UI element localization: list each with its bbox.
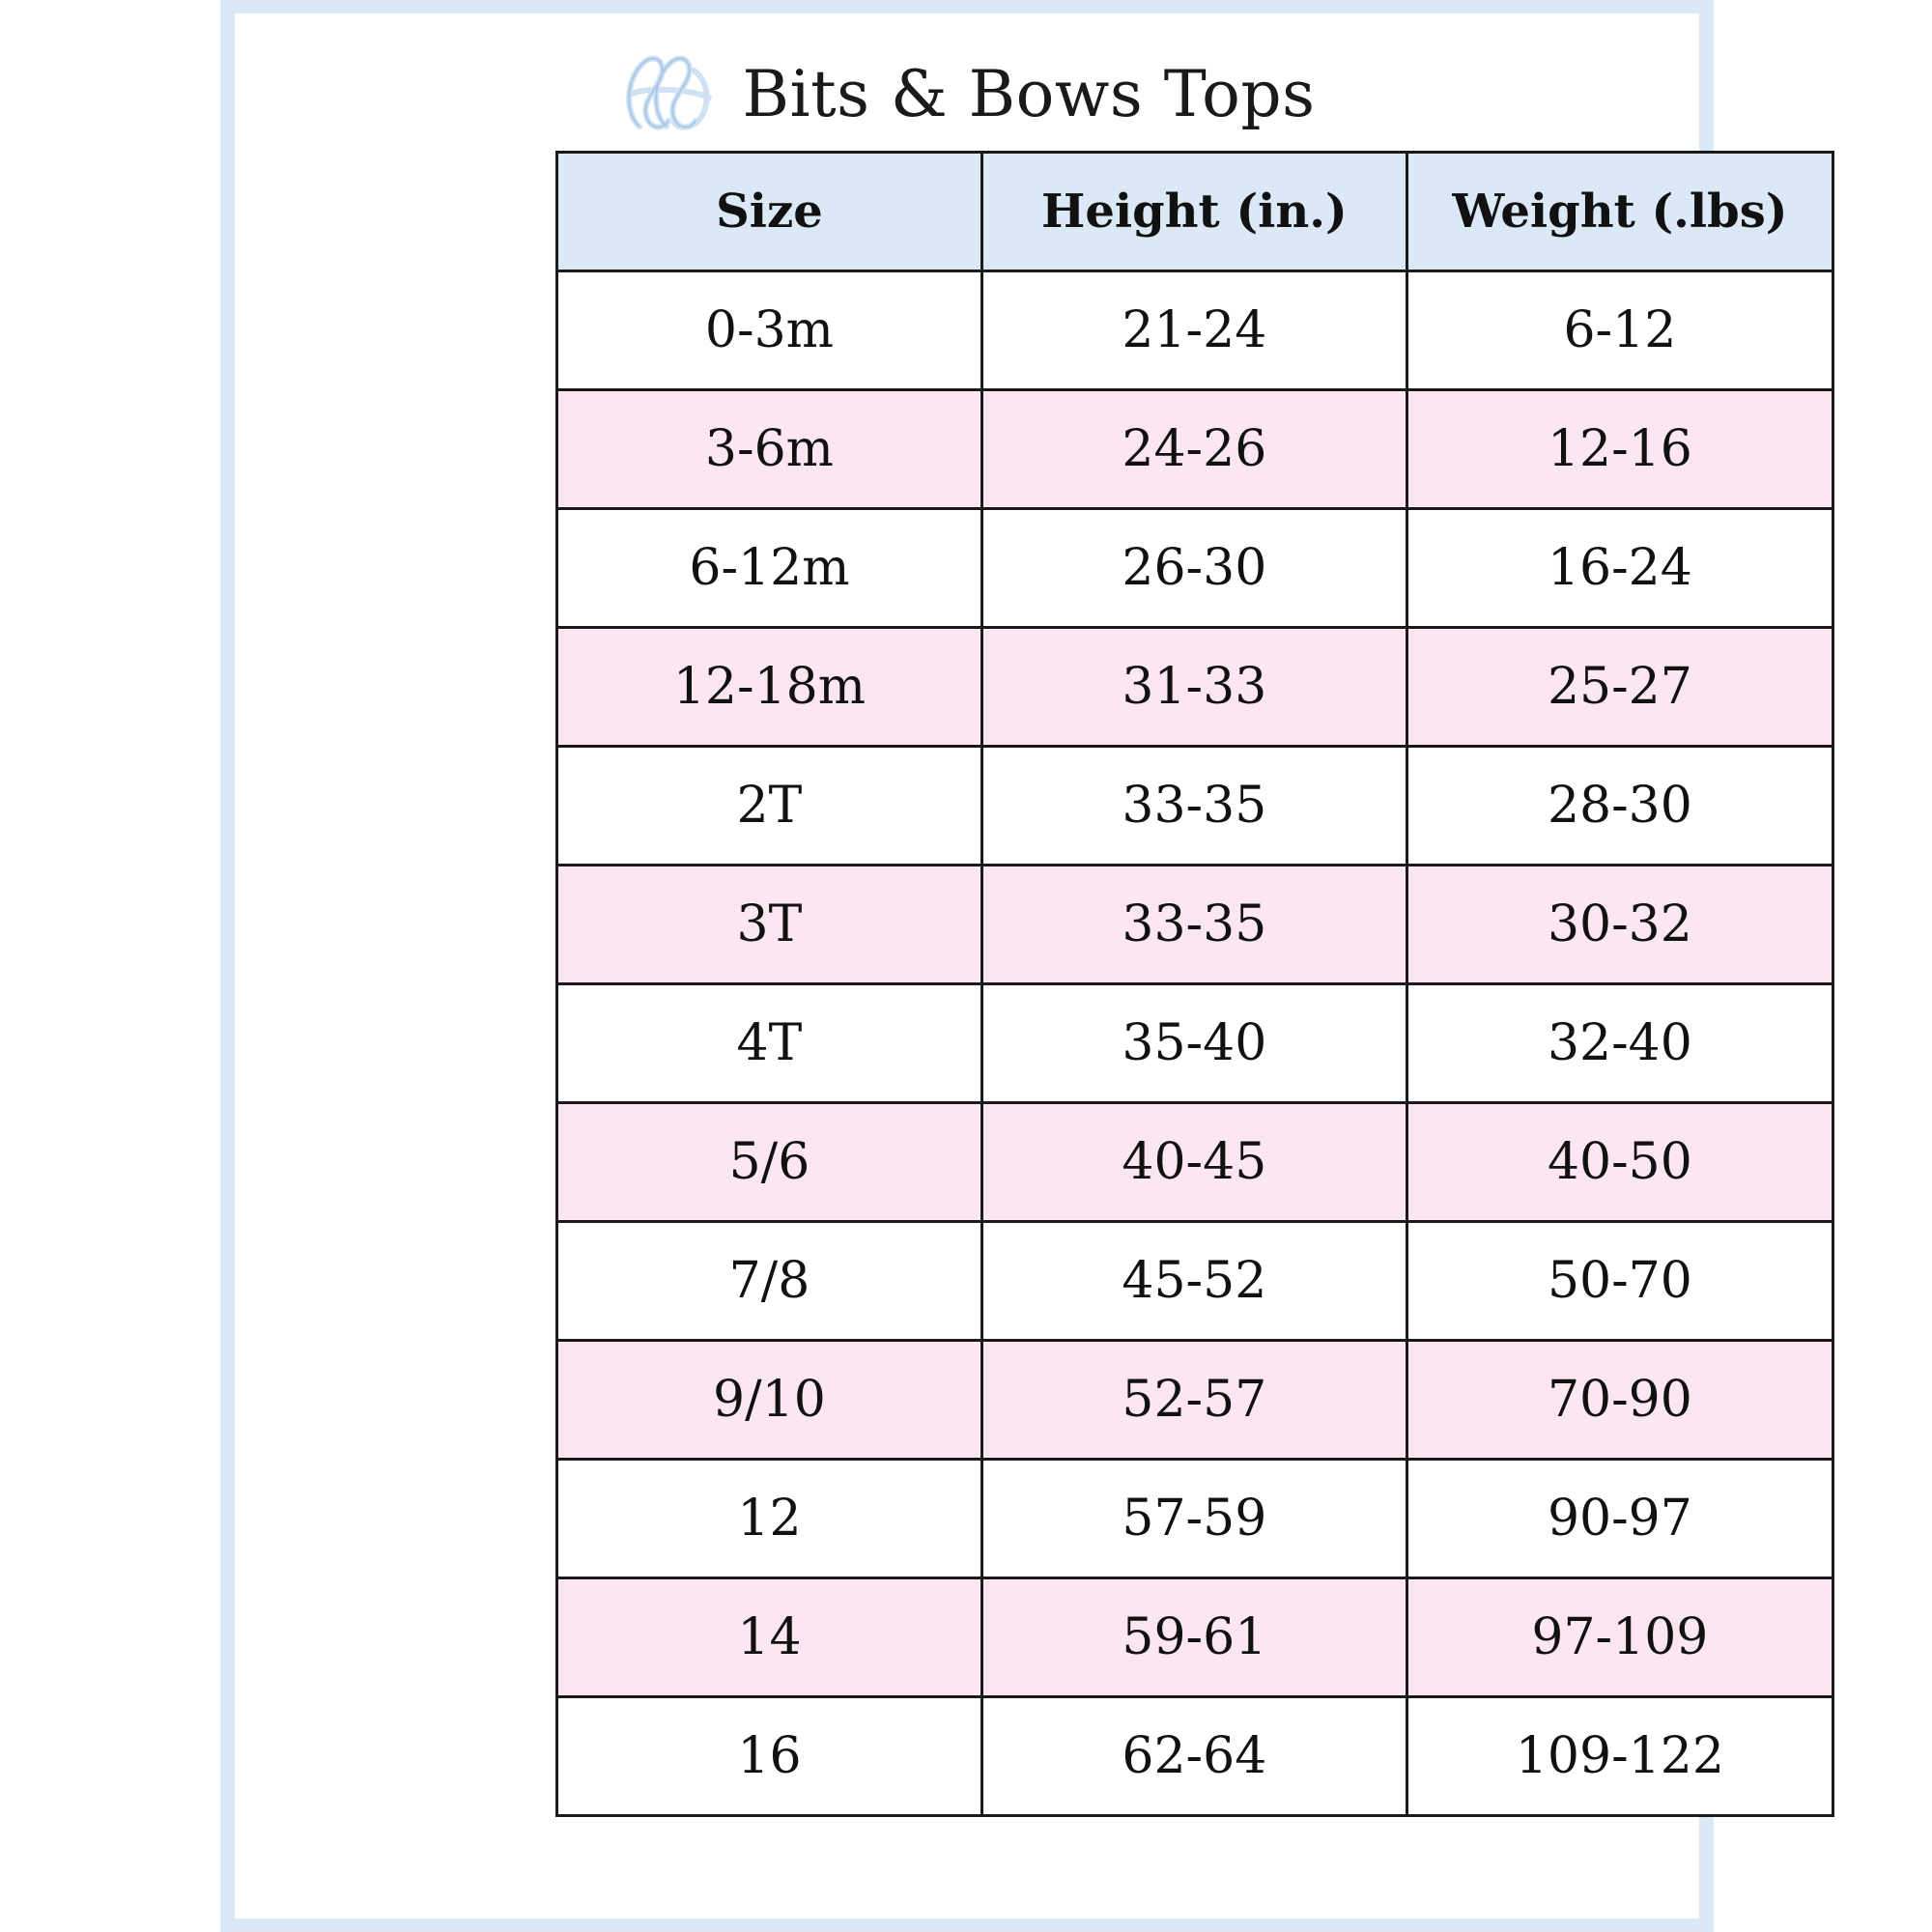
cell-weight: 32-40 bbox=[1406, 984, 1833, 1103]
cell-weight: 12-16 bbox=[1406, 390, 1833, 509]
cell-size: 16 bbox=[557, 1697, 982, 1816]
cell-height: 57-59 bbox=[981, 1460, 1406, 1578]
cell-height: 62-64 bbox=[981, 1697, 1406, 1816]
cell-height: 40-45 bbox=[981, 1103, 1406, 1222]
cell-size: 6-12m bbox=[557, 509, 982, 628]
cell-height: 21-24 bbox=[981, 271, 1406, 390]
cell-height: 59-61 bbox=[981, 1578, 1406, 1697]
cell-size: 12 bbox=[557, 1460, 982, 1578]
cell-weight: 6-12 bbox=[1406, 271, 1833, 390]
cell-weight: 109-122 bbox=[1406, 1697, 1833, 1816]
cell-size: 3T bbox=[557, 866, 982, 984]
cell-height: 24-26 bbox=[981, 390, 1406, 509]
table-row bbox=[557, 628, 1833, 747]
table-row bbox=[557, 390, 1833, 509]
cell-height: 52-57 bbox=[981, 1341, 1406, 1460]
table-row bbox=[557, 1460, 1833, 1578]
cell-height: 35-40 bbox=[981, 984, 1406, 1103]
table-row bbox=[557, 747, 1833, 866]
cell-height: 45-52 bbox=[981, 1222, 1406, 1341]
column-header-size: Size bbox=[557, 153, 982, 271]
cell-height: 33-35 bbox=[981, 866, 1406, 984]
cell-weight: 97-109 bbox=[1406, 1578, 1833, 1697]
cell-size: 0-3m bbox=[557, 271, 982, 390]
column-header-height: Height (in.) bbox=[981, 153, 1406, 271]
cell-weight: 90-97 bbox=[1406, 1460, 1833, 1578]
cell-size: 5/6 bbox=[557, 1103, 982, 1222]
table-row bbox=[557, 271, 1833, 390]
cell-weight: 16-24 bbox=[1406, 509, 1833, 628]
cell-height: 33-35 bbox=[981, 747, 1406, 866]
table-row bbox=[557, 1578, 1833, 1697]
cell-weight: 28-30 bbox=[1406, 747, 1833, 866]
cell-size: 2T bbox=[557, 747, 982, 866]
cell-size: 3-6m bbox=[557, 390, 982, 509]
table-row bbox=[557, 1222, 1833, 1341]
cell-size: 7/8 bbox=[557, 1222, 982, 1341]
bow-monogram-logo-icon bbox=[618, 49, 719, 138]
title-row bbox=[235, 41, 1699, 147]
column-header-weight: Weight (.lbs) bbox=[1406, 153, 1833, 271]
cell-height: 31-33 bbox=[981, 628, 1406, 747]
cell-weight: 70-90 bbox=[1406, 1341, 1833, 1460]
cell-size: 12-18m bbox=[557, 628, 982, 747]
table-row bbox=[557, 1103, 1833, 1222]
table-row bbox=[557, 984, 1833, 1103]
cell-height: 26-30 bbox=[981, 509, 1406, 628]
page-title: Bits & Bows Tops bbox=[742, 56, 1316, 131]
table-row bbox=[557, 866, 1833, 984]
table-row bbox=[557, 509, 1833, 628]
table-row bbox=[557, 1341, 1833, 1460]
table-row bbox=[557, 1697, 1833, 1816]
size-chart-table bbox=[555, 151, 1834, 1817]
cell-size: 9/10 bbox=[557, 1341, 982, 1460]
table-header-row bbox=[557, 153, 1833, 271]
cell-size: 14 bbox=[557, 1578, 982, 1697]
cell-size: 4T bbox=[557, 984, 982, 1103]
cell-weight: 30-32 bbox=[1406, 866, 1833, 984]
size-chart-frame bbox=[220, 0, 1788, 1932]
cell-weight: 25-27 bbox=[1406, 628, 1833, 747]
cell-weight: 50-70 bbox=[1406, 1222, 1833, 1341]
cell-weight: 40-50 bbox=[1406, 1103, 1833, 1222]
